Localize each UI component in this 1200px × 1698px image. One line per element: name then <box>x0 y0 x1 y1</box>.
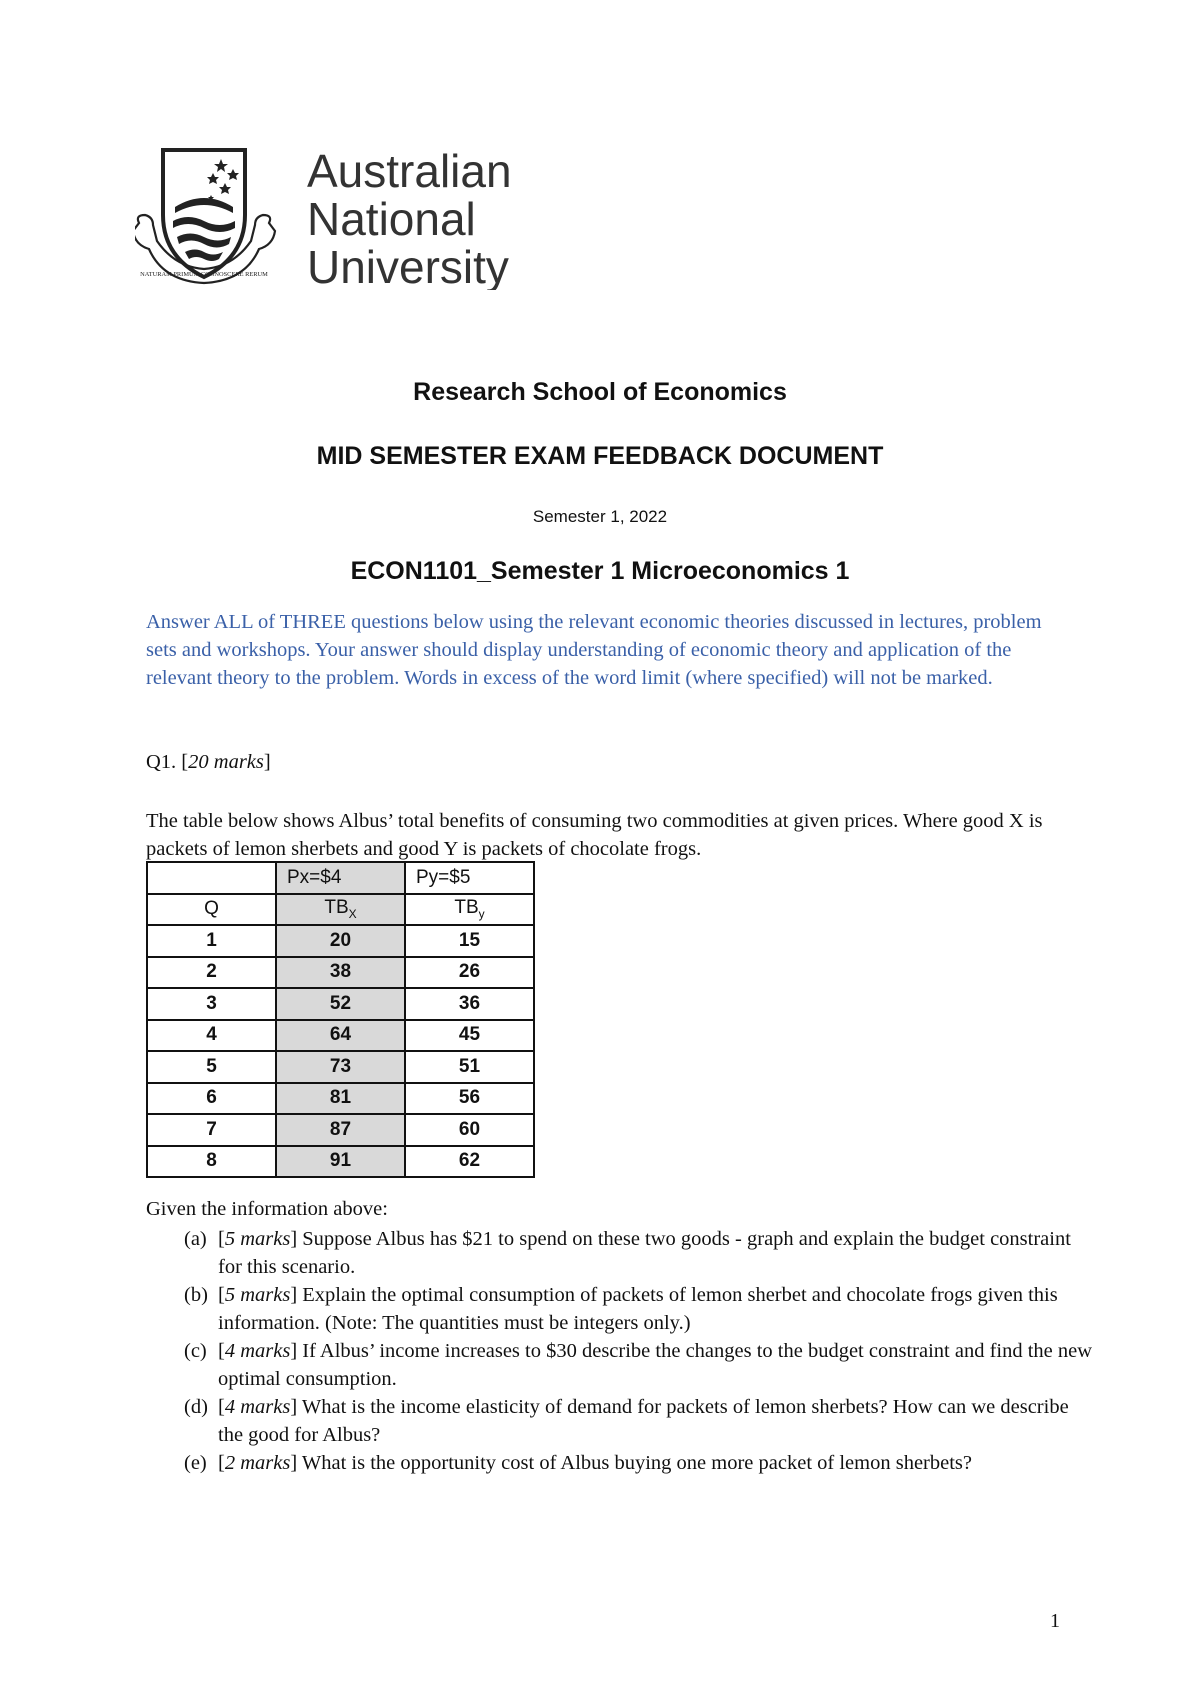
q-cell: 6 <box>147 1083 276 1115</box>
part-text: Suppose Albus has $21 to spend on these two goods - graph and explain the budget constraint for this scenario. <box>218 1228 1071 1278</box>
given-statement: Given the information above: <box>146 1198 388 1220</box>
course-title: ECON1101_Semester 1 Microeconomics 1 <box>350 557 850 585</box>
tby-cell: 15 <box>405 925 534 957</box>
semester-label: Semester 1, 2022 <box>532 507 668 526</box>
anu-logo <box>135 145 535 290</box>
tbx-header <box>276 894 405 926</box>
tby-cell: 60 <box>405 1114 534 1146</box>
part-marks: 4 marks <box>224 1340 291 1362</box>
q-cell: 5 <box>147 1051 276 1083</box>
column-header-row <box>147 894 534 926</box>
motto-text: NATURAM PRIMUM COGNOSCERE RERUM <box>140 271 268 278</box>
page-number: 1 <box>1050 1610 1060 1632</box>
tby-cell: 51 <box>405 1051 534 1083</box>
part-label: (d) <box>184 1396 208 1418</box>
svg-text:National: National <box>307 193 476 245</box>
part-text: If Albus’ income increases to $30 describe the changes to the budget constraint and find the new optimal consumption. <box>218 1340 1093 1390</box>
table-row <box>147 1083 534 1115</box>
tbx-cell: 52 <box>276 988 405 1020</box>
tbx-cell: 91 <box>276 1146 405 1178</box>
table-row <box>147 1146 534 1178</box>
part-text: What is the income elasticity of demand for packets of lemon sherbets? How can we describe the good for Albus? <box>218 1396 1069 1446</box>
benefits-table <box>146 861 535 1178</box>
tby-header-sub: y <box>478 907 485 922</box>
part-label: (b) <box>184 1284 208 1306</box>
list-item: (e) [2 marks] What is the opportunity cost of Albus buying one more packet of lemon sherbets? <box>146 1449 1096 1477</box>
q-cell: 8 <box>147 1146 276 1178</box>
price-header-row <box>147 862 534 894</box>
q-cell: 7 <box>147 1114 276 1146</box>
question-parts-list <box>146 1225 1096 1477</box>
tby-cell: 26 <box>405 957 534 989</box>
exam-instructions: Answer ALL of THREE questions below using the relevant economic theories discussed in lectures, problem sets and workshops. Your answer should display understanding of economic theory and application of the relevant theory to the problem. Words in excess of the word limit (where specified) will not be marked. <box>146 611 1042 689</box>
table-row <box>147 957 534 989</box>
empty-cell <box>147 862 276 894</box>
tby-cell: 45 <box>405 1020 534 1052</box>
tby-header-main: TB <box>454 897 479 919</box>
part-marks: 5 marks <box>224 1228 291 1250</box>
part-marks: 5 marks <box>224 1284 291 1306</box>
svg-text:Australian: Australian <box>307 145 512 197</box>
part-label: (c) <box>184 1340 207 1362</box>
tbx-cell: 81 <box>276 1083 405 1115</box>
tby-cell: 36 <box>405 988 534 1020</box>
question-label-close: ] <box>263 751 271 773</box>
anu-crest-icon <box>135 145 535 290</box>
part-text: What is the opportunity cost of Albus buying one more packet of lemon sherbets? <box>297 1452 972 1474</box>
tbx-cell: 20 <box>276 925 405 957</box>
part-text: Explain the optimal consumption of packets of lemon sherbet and chocolate frogs given this information. (Note: The quantities must be integers only.) <box>218 1284 1058 1334</box>
q-header: Q <box>147 894 276 926</box>
q-cell: 2 <box>147 957 276 989</box>
q-cell: 1 <box>147 925 276 957</box>
list-item: (b) [5 marks] Explain the optimal consumption of packets of lemon sherbet and chocolate frogs given this information. (Note: The quantities must be integers only.) <box>146 1281 1096 1337</box>
tbx-header-sub: X <box>348 907 357 922</box>
price-y-header: Py=$5 <box>405 862 534 894</box>
table-row <box>147 1114 534 1146</box>
question-1-intro: The table below shows Albus’ total benefits of consuming two commodities at given prices. Where good X is packets of lemon sherbets and good Y is packets of chocolate frogs. <box>146 810 1043 860</box>
price-x-header: Px=$4 <box>276 862 405 894</box>
tbx-cell: 87 <box>276 1114 405 1146</box>
school-name: Research School of Economics <box>413 378 787 406</box>
list-item: (d) [4 marks] What is the income elasticity of demand for packets of lemon sherbets? How can we describe the good for Albus? <box>146 1393 1096 1449</box>
tby-cell: 56 <box>405 1083 534 1115</box>
tby-cell: 62 <box>405 1146 534 1178</box>
table-row <box>147 988 534 1020</box>
part-marks: 2 marks <box>224 1452 291 1474</box>
question-label: Q1. [ <box>146 751 189 773</box>
tbx-cell: 64 <box>276 1020 405 1052</box>
part-label: (a) <box>184 1228 207 1250</box>
table-row <box>147 1020 534 1052</box>
q-cell: 3 <box>147 988 276 1020</box>
q-cell: 4 <box>147 1020 276 1052</box>
question-1-heading <box>146 751 271 774</box>
list-item: (a) [5 marks] Suppose Albus has $21 to spend on these two goods - graph and explain the budget constraint for this scenario. <box>146 1225 1096 1281</box>
tbx-cell: 73 <box>276 1051 405 1083</box>
table-row <box>147 1051 534 1083</box>
svg-text:University: University <box>307 241 509 290</box>
question-marks: 20 marks <box>188 751 264 773</box>
tbx-header-main: TB <box>324 897 349 919</box>
part-label: (e) <box>184 1452 207 1474</box>
part-marks: 4 marks <box>224 1396 291 1418</box>
document-title: MID SEMESTER EXAM FEEDBACK DOCUMENT <box>316 442 884 470</box>
tbx-cell: 38 <box>276 957 405 989</box>
tby-header <box>405 894 534 926</box>
table-row <box>147 925 534 957</box>
list-item: (c) [4 marks] If Albus’ income increases to $30 describe the changes to the budget constraint and find the new optimal consumption. <box>146 1337 1096 1393</box>
